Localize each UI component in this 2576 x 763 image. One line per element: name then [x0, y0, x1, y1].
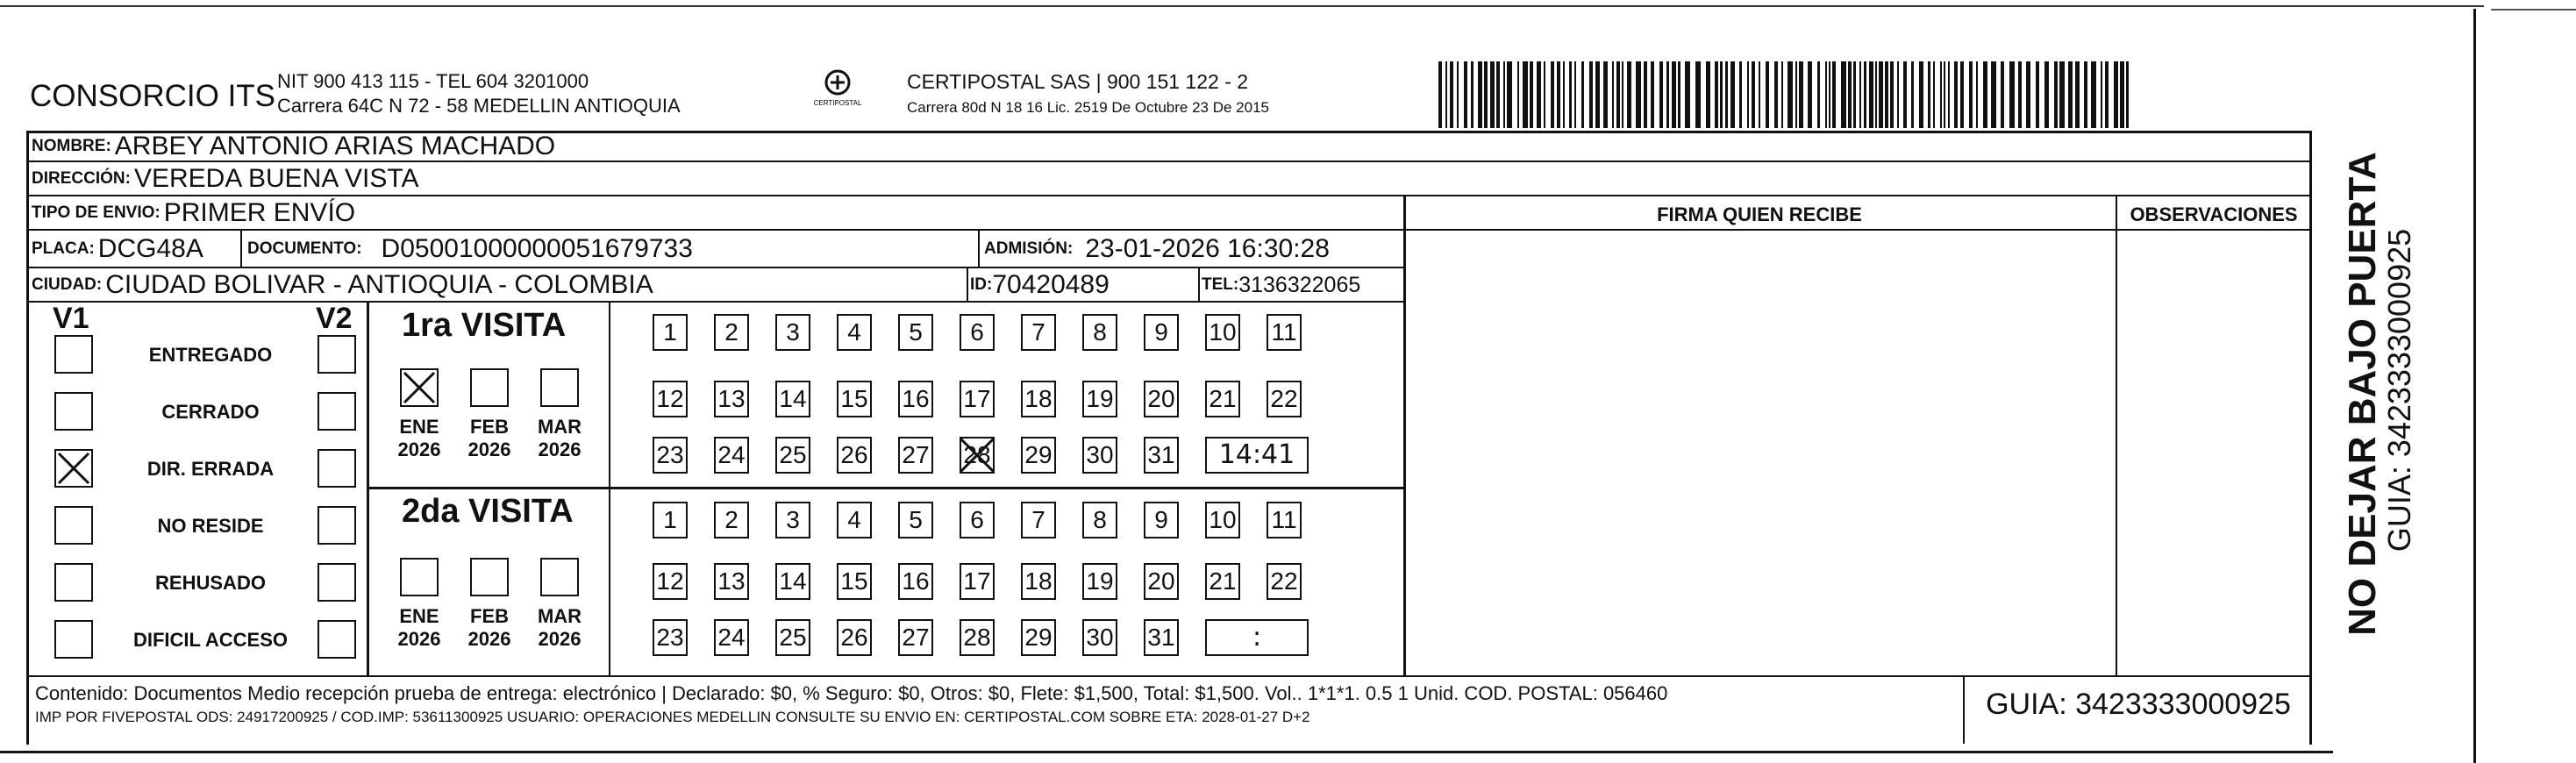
v1-label: V1: [53, 302, 89, 335]
day-box[interactable]: 12: [653, 381, 688, 417]
barcode-bar: [1666, 61, 1669, 128]
barcode: [1438, 61, 2136, 128]
svg-text:CERTIPOSTAL: CERTIPOSTAL: [813, 99, 862, 107]
v1-checkbox[interactable]: [54, 335, 93, 374]
barcode-bar: [1581, 61, 1584, 128]
carrier-name: CERTIPOSTAL SAS | 900 151 122 - 2: [907, 70, 1249, 93]
carrier-logo: [807, 67, 868, 109]
top-border: [0, 5, 2484, 7]
barcode-bar: [1450, 61, 1453, 128]
barcode-bar: [2126, 61, 2129, 128]
status-label: ENTREGADO: [148, 344, 273, 366]
day-box[interactable]: 7: [1021, 314, 1056, 351]
barcode-bar: [1503, 61, 1505, 128]
barcode-bar: [1766, 61, 1769, 128]
barcode-bar: [1672, 61, 1676, 128]
v1-checkbox[interactable]: [54, 506, 93, 545]
month-label: ENE: [399, 605, 439, 627]
admision-label: ADMISIÓN:: [984, 239, 1074, 258]
doc-admision-divider: [978, 231, 980, 267]
day-box[interactable]: 16: [898, 381, 933, 417]
day-box[interactable]: 13: [714, 381, 749, 417]
documento-label: DOCUMENTO:: [247, 239, 362, 258]
day-box[interactable]: 22: [1267, 381, 1302, 417]
barcode-bar: [1595, 61, 1600, 128]
month-label: MAR: [537, 605, 582, 627]
tipo-envio-label: TIPO DE ENVIO:: [32, 203, 161, 222]
day-box[interactable]: 23: [653, 619, 688, 656]
day-box[interactable]: 24: [714, 437, 749, 474]
firma-divider: [1403, 195, 1406, 677]
day-box[interactable]: 27: [898, 437, 933, 474]
day-box[interactable]: 3: [775, 502, 810, 538]
barcode-bar: [1603, 61, 1608, 128]
id-label: ID:: [970, 275, 993, 294]
day-box[interactable]: 6: [960, 502, 995, 538]
day-box[interactable]: 31: [1144, 619, 1179, 656]
day-box[interactable]: 9: [1144, 314, 1179, 351]
barcode-bar: [1948, 61, 1950, 128]
barcode-bar: [1644, 61, 1647, 128]
day-box[interactable]: 31: [1144, 437, 1179, 474]
barcode-bar: [1853, 61, 1856, 128]
footer-content: Contenido: Documentos Medio recepción prueba de entrega: electrónico | Declarado: $0, % Seguro: $0, Otros: $0, Flete: $1,500, Total: $1,500. Vol.. 1*1*1. 0.5 1 Unid. COD. POSTAL: 056460: [35, 682, 1668, 704]
right-tick: [2491, 9, 2576, 11]
first-visit-title: 1ra VISITA: [402, 307, 567, 344]
day-box[interactable]: 19: [1082, 381, 1117, 417]
tel-value: 3136322065: [1238, 272, 1361, 297]
month-checkbox[interactable]: [540, 368, 579, 407]
barcode-bar: [1730, 61, 1735, 128]
month-checkbox[interactable]: [540, 558, 579, 596]
barcode-bar: [2101, 61, 2102, 128]
admision-row: [984, 231, 1403, 267]
month-year: 2026: [467, 439, 511, 460]
status-label: NO RESIDE: [157, 515, 264, 537]
bottom-border: [0, 751, 2333, 753]
month-item: [533, 416, 586, 461]
month-label: MAR: [537, 416, 582, 438]
tel-label: TEL:: [1202, 275, 1239, 294]
barcode-bar: [1636, 61, 1641, 128]
day-box[interactable]: 9: [1144, 502, 1179, 538]
barcode-bar: [1627, 61, 1631, 128]
barcode-bar: [1903, 61, 1907, 128]
ciudad-id-divider: [967, 268, 968, 302]
barcode-bar: [1774, 61, 1778, 128]
obs-divider: [2116, 195, 2117, 677]
barcode-bar: [1490, 61, 1495, 128]
placa-value: DCG48A: [97, 234, 203, 263]
barcode-bar: [1622, 61, 1623, 128]
barcode-bar: [1517, 61, 1519, 128]
month-year: 2026: [397, 439, 441, 460]
barcode-bar: [2114, 61, 2118, 128]
barcode-bar: [1695, 61, 1701, 128]
barcode-bar: [1788, 61, 1793, 128]
v2-checkbox[interactable]: [318, 506, 356, 545]
barcode-bar: [1960, 61, 1964, 128]
month-label: ENE: [399, 416, 439, 438]
direccion-label: DIRECCIÓN:: [32, 169, 131, 188]
barcode-bar: [2091, 61, 2096, 128]
barcode-bar: [1612, 61, 1614, 128]
barcode-bar: [1484, 61, 1488, 128]
barcode-bar: [1478, 61, 1482, 128]
v2-checkbox[interactable]: [318, 392, 356, 431]
v1-checkbox[interactable]: [54, 449, 93, 488]
day-box[interactable]: 28: [960, 619, 995, 656]
day-box[interactable]: 26: [837, 619, 872, 656]
barcode-bar: [2075, 61, 2080, 128]
day-box[interactable]: 15: [837, 563, 872, 600]
ciudad-label: CIUDAD:: [32, 275, 103, 294]
barcode-bar: [2026, 61, 2030, 128]
observaciones-header: OBSERVACIONES: [2130, 203, 2298, 225]
v1-checkbox[interactable]: [54, 563, 93, 602]
day-box[interactable]: 22: [1267, 563, 1302, 600]
day-box[interactable]: 23: [653, 437, 688, 474]
time-box[interactable]: :: [1205, 619, 1309, 656]
month-item: [393, 416, 446, 461]
status-label: REHUSADO: [155, 572, 266, 594]
status-label: CERRADO: [161, 401, 260, 423]
barcode-bar: [1919, 61, 1923, 128]
barcode-bar: [1879, 61, 1883, 128]
ciudad-value: CIUDAD BOLIVAR - ANTIOQUIA - COLOMBIA: [105, 270, 653, 299]
barcode-bar: [2084, 61, 2087, 128]
day-box[interactable]: 16: [898, 563, 933, 600]
month-label: FEB: [470, 605, 509, 627]
barcode-bar: [1507, 61, 1512, 128]
day-box[interactable]: 13: [714, 563, 749, 600]
barcode-bar: [2105, 61, 2109, 128]
barcode-bar: [1969, 61, 1973, 128]
barcode-bar: [1739, 61, 1742, 128]
barcode-bar: [2001, 61, 2004, 128]
ciudad-row: [32, 268, 961, 302]
day-box[interactable]: 26: [837, 437, 872, 474]
barcode-bar: [1471, 61, 1474, 128]
barcode-bar: [2068, 61, 2073, 128]
barcode-bar: [1574, 61, 1576, 128]
barcode-bar: [2044, 61, 2049, 128]
barcode-bar: [2009, 61, 2015, 128]
carrier-license: Carrera 80d N 18 16 Lic. 2519 De Octubre 23 De 2015: [907, 99, 1269, 116]
v2-checkbox[interactable]: [318, 449, 356, 488]
barcode-bar: [1457, 61, 1459, 128]
barcode-bar: [1944, 61, 1945, 128]
barcode-bar: [1848, 61, 1852, 128]
barcode-bar: [1747, 61, 1749, 128]
barcode-bar: [1885, 61, 1888, 128]
day-box[interactable]: 17: [960, 381, 995, 417]
admision-value: 23-01-2026 16:30:28: [1085, 234, 1330, 263]
nombre-value: ARBEY ANTONIO ARIAS MACHADO: [114, 132, 556, 160]
tipo-envio-row: [32, 196, 1347, 230]
status-label: DIR. ERRADA: [146, 458, 275, 480]
tipo-envio-value: PRIMER ENVÍO: [163, 198, 356, 227]
day-box[interactable]: 11: [1267, 502, 1302, 538]
month-checkbox[interactable]: [400, 558, 439, 596]
day-box[interactable]: 12: [653, 563, 688, 600]
month-checkbox[interactable]: [470, 368, 509, 407]
grid-left: [26, 131, 29, 745]
barcode-bar: [1817, 61, 1820, 128]
barcode-bar: [1445, 61, 1447, 128]
barcode-bar: [1940, 61, 1942, 128]
barcode-bar: [1752, 61, 1755, 128]
barcode-bar: [1563, 61, 1565, 128]
day-box[interactable]: 29: [1021, 619, 1056, 656]
barcode-bar: [1869, 61, 1873, 128]
barcode-bar: [1832, 61, 1836, 128]
visits-divider: [367, 487, 1405, 489]
v1-checkbox[interactable]: [54, 392, 93, 431]
barcode-bar: [1829, 61, 1830, 128]
day-box[interactable]: 1: [653, 314, 688, 351]
barcode-bar: [1678, 61, 1680, 128]
day-box[interactable]: 20: [1144, 381, 1179, 417]
check-mark-icon: [56, 451, 91, 486]
barcode-bar: [1859, 61, 1861, 128]
day-box[interactable]: 8: [1082, 502, 1117, 538]
v1-checkbox[interactable]: [54, 620, 93, 659]
month-year: 2026: [538, 628, 582, 650]
barcode-bar: [1795, 61, 1797, 128]
documento-value: D0500100000005167973​3: [381, 234, 693, 263]
id-row: [970, 268, 1198, 302]
barcode-bar: [1897, 61, 1899, 128]
barcode-bar: [1841, 61, 1846, 128]
day-box[interactable]: 4: [837, 502, 872, 538]
barcode-bar: [1954, 61, 1958, 128]
day-box[interactable]: 14: [775, 563, 810, 600]
day-box[interactable]: 15: [837, 381, 872, 417]
day-box[interactable]: 20: [1144, 563, 1179, 600]
documento-row: [247, 231, 975, 267]
month-item: [393, 605, 446, 651]
barcode-bar: [1991, 61, 1996, 128]
nombre-label: NOMBRE:: [32, 137, 111, 155]
barcode-bar: [1464, 61, 1467, 128]
direccion-row: [32, 162, 1347, 196]
day-box[interactable]: 8: [1082, 314, 1117, 351]
company-nit: NIT 900 413 115 - TEL 604 3201000: [277, 70, 589, 92]
v2-checkbox[interactable]: [318, 620, 356, 659]
footer-guia: GUIA: 3423333000925: [1986, 688, 2291, 721]
check-mark-icon: [402, 370, 437, 405]
id-value: 70420489: [992, 270, 1110, 299]
day-box[interactable]: 30: [1082, 619, 1117, 656]
day-box[interactable]: 24: [714, 619, 749, 656]
guia-divider: [1963, 675, 1965, 744]
second-visit-title: 2da VISITA: [402, 493, 574, 530]
barcode-bar: [1557, 61, 1560, 128]
barcode-bar: [1651, 61, 1654, 128]
month-checkbox[interactable]: [470, 558, 509, 596]
tel-row: [1202, 268, 1403, 302]
month-label: FEB: [470, 416, 509, 438]
barcode-bar: [1551, 61, 1554, 128]
barcode-bar: [1685, 61, 1690, 128]
day-box[interactable]: 25: [775, 619, 810, 656]
barcode-bar: [1438, 61, 1442, 128]
day-box[interactable]: 2: [714, 502, 749, 538]
day-box[interactable]: 27: [898, 619, 933, 656]
barcode-bar: [1537, 61, 1541, 128]
day-box[interactable]: 29: [1021, 437, 1056, 474]
v2-label: V2: [316, 302, 353, 335]
barcode-bar: [1544, 61, 1545, 128]
barcode-bar: [1659, 61, 1663, 128]
barcode-bar: [1911, 61, 1914, 128]
day-box[interactable]: 1: [653, 502, 688, 538]
placa-label: PLACA:: [32, 239, 95, 258]
day-box[interactable]: 7: [1021, 502, 1056, 538]
time-box[interactable]: 14:41: [1205, 437, 1309, 474]
barcode-bar: [1808, 61, 1812, 128]
day-box[interactable]: 17: [960, 563, 995, 600]
placa-divider: [240, 231, 242, 267]
direccion-value: VEREDA BUENA VISTA: [133, 164, 419, 193]
day-box[interactable]: 10: [1205, 314, 1240, 351]
day-box[interactable]: 11: [1267, 314, 1302, 351]
barcode-bar: [1589, 61, 1593, 128]
day-box[interactable]: 5: [898, 314, 933, 351]
barcode-bar: [1983, 61, 1987, 128]
month-item: [533, 605, 586, 651]
barcode-bar: [1976, 61, 1978, 128]
barcode-bar: [1530, 61, 1533, 128]
barcode-bar: [1616, 61, 1620, 128]
no-dejar-text: NO DEJAR BAJO PUERTA: [2341, 152, 2384, 636]
day-box[interactable]: 4: [837, 314, 872, 351]
barcode-bar: [1928, 61, 1930, 128]
barcode-bar: [2036, 61, 2039, 128]
barcode-bar: [1799, 61, 1803, 128]
day-box[interactable]: 6: [960, 314, 995, 351]
barcode-bar: [2059, 61, 2065, 128]
day-box[interactable]: 3: [775, 314, 810, 351]
footer-imp: IMP POR FIVEPOSTAL ODS: 24917200925 / COD.IMP: 53611300925 USUARIO: OPERACIONES MEDELLIN CONSULTE SU ENVIO EN: CERTIPOSTAL.COM SOBRE ETA: 2028-01-27 D+2: [35, 709, 1310, 725]
day-box[interactable]: 30: [1082, 437, 1117, 474]
barcode-bar: [1933, 61, 1935, 128]
company-name: CONSORCIO ITS: [30, 79, 276, 113]
barcode-bar: [1864, 61, 1866, 128]
day-box[interactable]: 14: [775, 381, 810, 417]
day-box[interactable]: 25: [775, 437, 810, 474]
day-box[interactable]: 19: [1082, 563, 1117, 600]
month-item: [463, 416, 516, 461]
company-address: Carrera 64C N 72 - 58 MEDELLIN ANTIOQUIA: [277, 95, 681, 117]
barcode-bar: [1759, 61, 1760, 128]
barcode-bar: [2018, 61, 2022, 128]
side-guia-text: GUIA: 3423333000925: [2381, 228, 2417, 553]
day-box[interactable]: 18: [1021, 381, 1056, 417]
barcode-bar: [2120, 61, 2124, 128]
barcode-bar: [1715, 61, 1718, 128]
day-box[interactable]: 10: [1205, 502, 1240, 538]
month-year: 2026: [467, 628, 511, 650]
side-warning: [2326, 152, 2431, 649]
barcode-bar: [1781, 61, 1783, 128]
barcode-bar: [2054, 61, 2058, 128]
barcode-bar: [1825, 61, 1827, 128]
firma-header: FIRMA QUIEN RECIBE: [1657, 203, 1862, 225]
barcode-bar: [1725, 61, 1728, 128]
day-box[interactable]: 2: [714, 314, 749, 351]
right-border: [2473, 9, 2476, 763]
id-tel-divider: [1198, 268, 1200, 302]
day-box[interactable]: 28: [960, 437, 995, 474]
day-box[interactable]: 21: [1205, 563, 1240, 600]
day-box[interactable]: 21: [1205, 381, 1240, 417]
month-divider: [609, 301, 610, 676]
check-mark-icon: [958, 436, 996, 483]
day-box[interactable]: 18: [1021, 563, 1056, 600]
nombre-row: [32, 132, 1347, 161]
barcode-bar: [1523, 61, 1528, 128]
barcode-bar: [1706, 61, 1710, 128]
month-item: [463, 605, 516, 651]
placa-row: [32, 231, 242, 267]
barcode-bar: [1890, 61, 1894, 128]
day-box[interactable]: 5: [898, 502, 933, 538]
month-year: 2026: [397, 628, 441, 650]
v2-checkbox[interactable]: [318, 335, 356, 374]
month-checkbox[interactable]: [400, 368, 439, 407]
v2-checkbox[interactable]: [318, 563, 356, 602]
barcode-bar: [1496, 61, 1500, 128]
certipostal-logo-icon: [807, 67, 868, 109]
status-label: DIFICIL ACCESO: [132, 629, 288, 651]
barcode-bar: [1720, 61, 1723, 128]
barcode-bar: [1569, 61, 1572, 128]
month-year: 2026: [538, 439, 582, 460]
barcode-bar: [1875, 61, 1877, 128]
